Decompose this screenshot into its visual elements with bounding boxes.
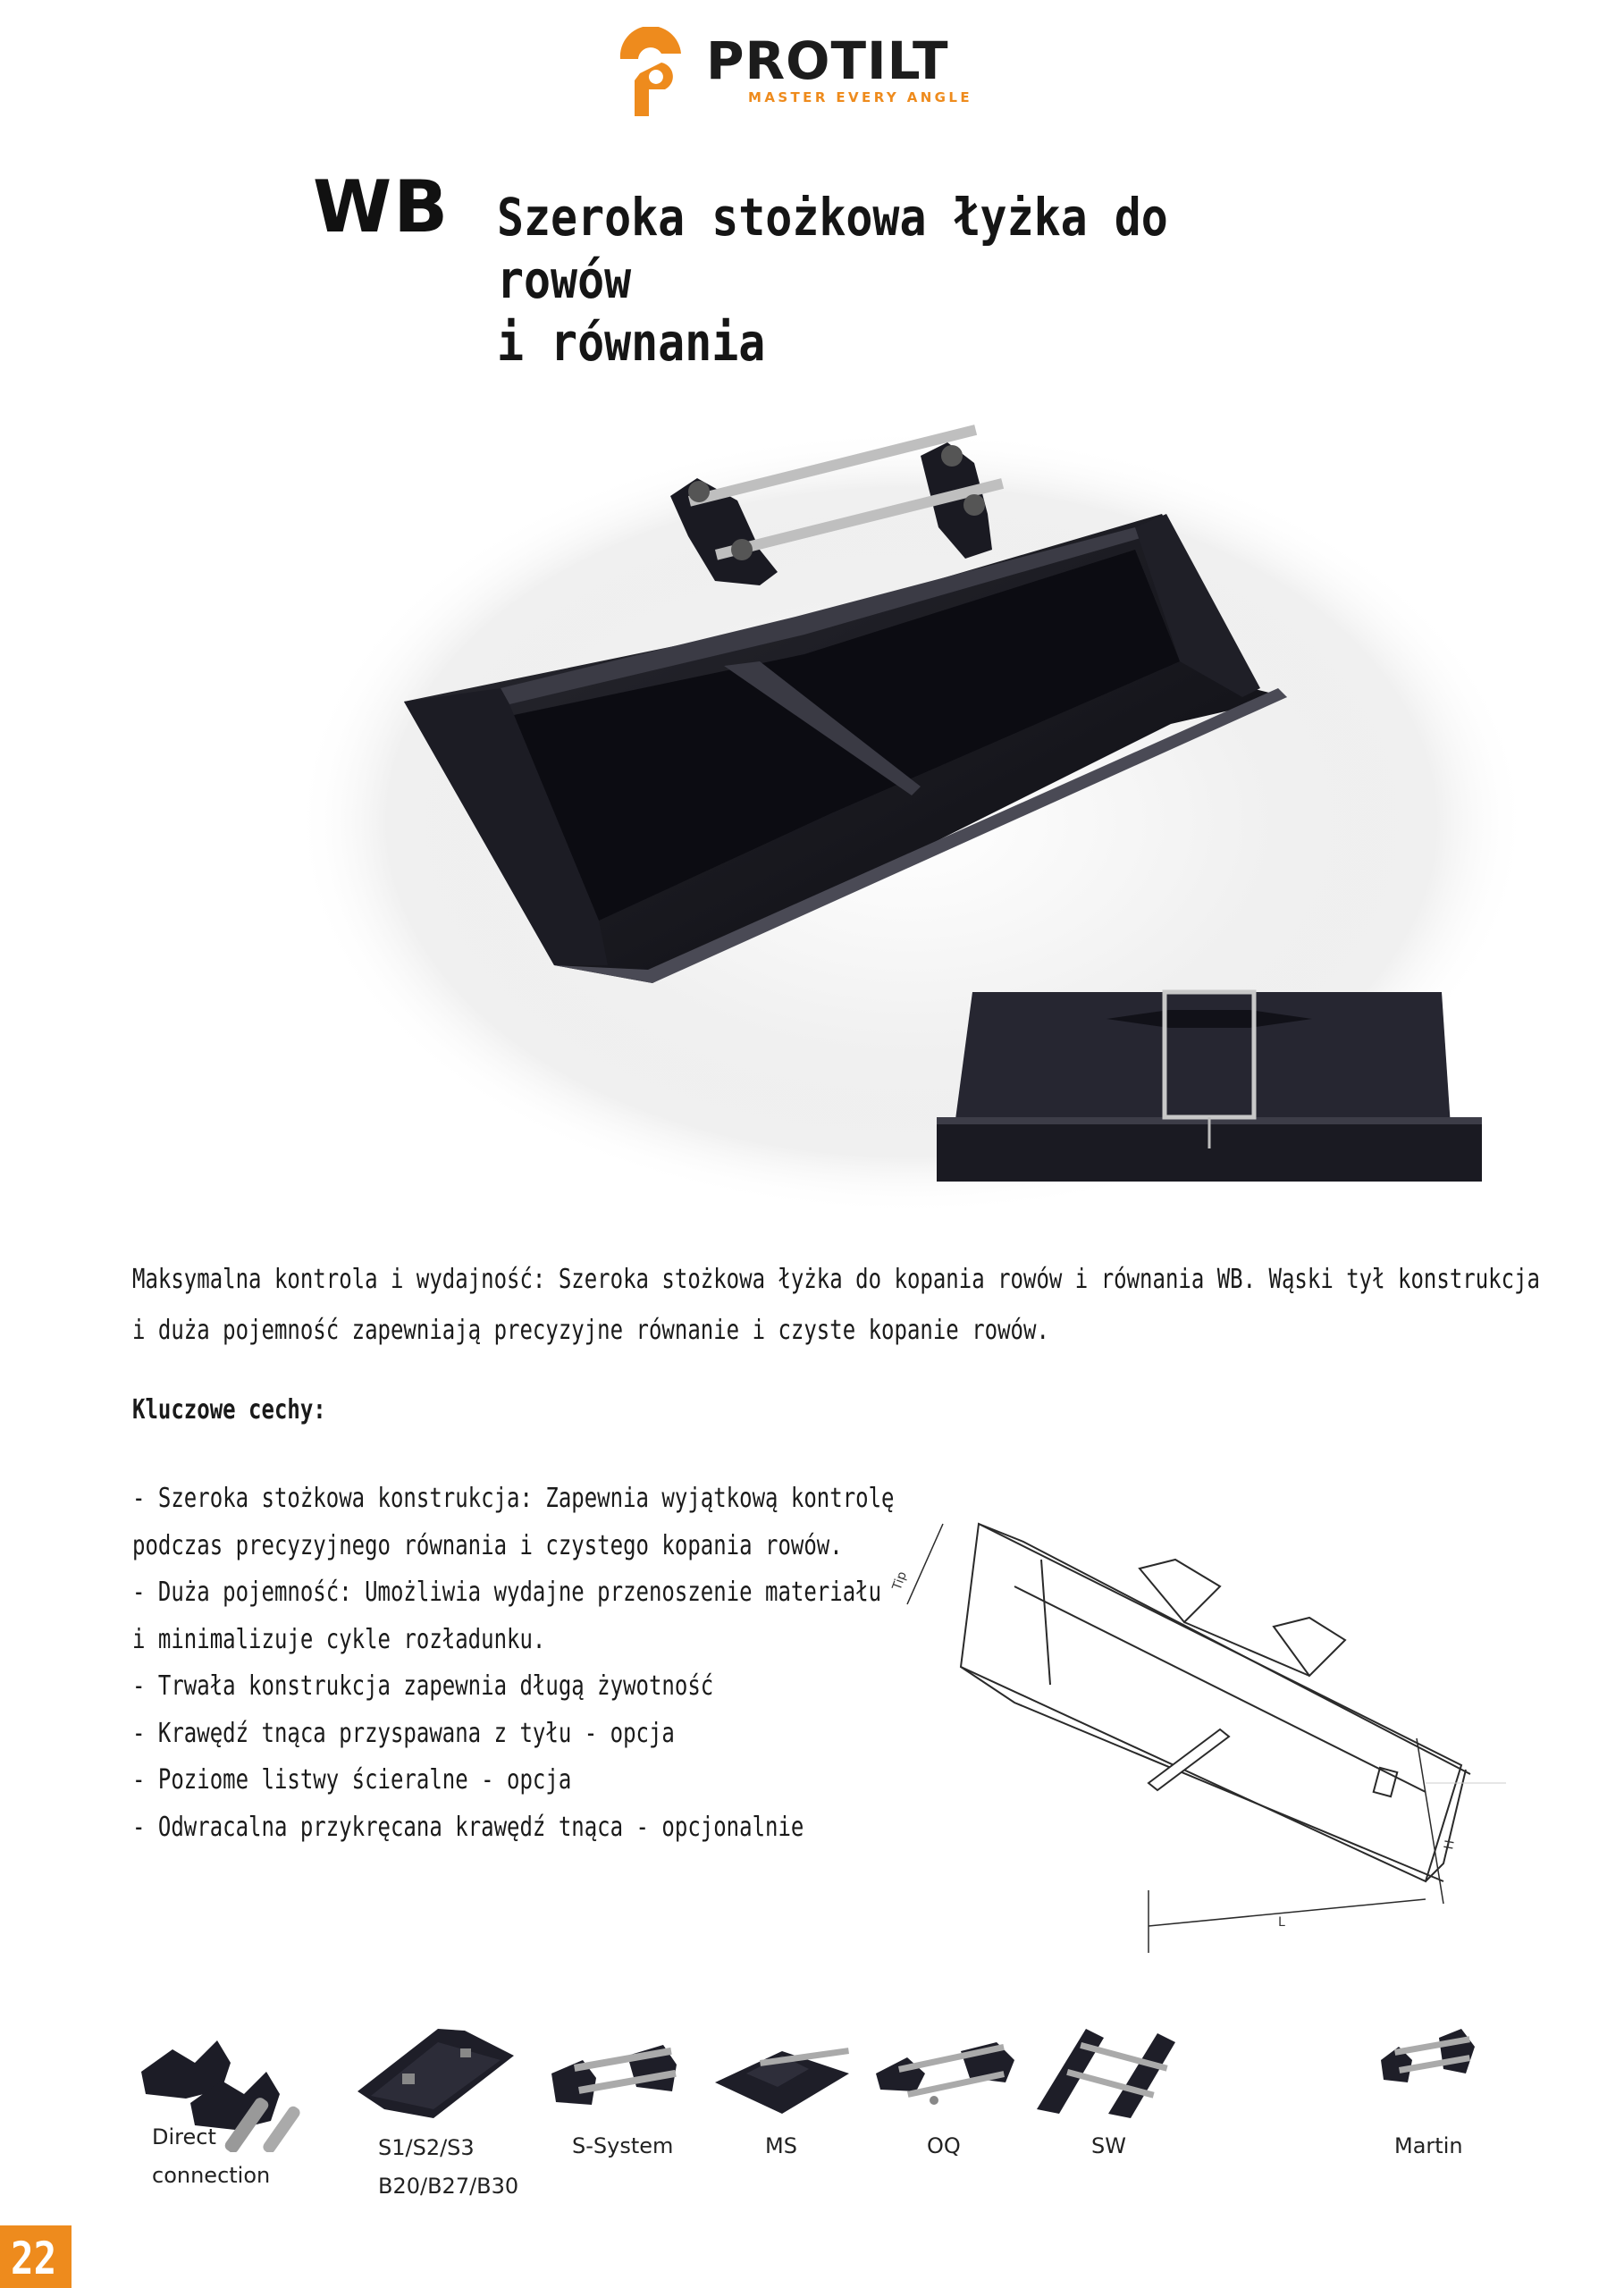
- oq-mount-image: [871, 2038, 1019, 2118]
- ms-mount-image: [711, 2038, 854, 2118]
- mount-label-s1s2s3: S1/S2/S3 B20/B27/B30: [378, 2135, 519, 2199]
- mount-label-sw: SW: [1091, 2133, 1126, 2158]
- features-heading: Kluczowe cechy:: [132, 1394, 326, 1426]
- product-code: WB: [313, 165, 450, 248]
- brand-name: PROTILT: [706, 30, 949, 91]
- schematic-label-tip: Tip: [889, 1569, 910, 1593]
- mount-label-oq: OQ: [927, 2133, 961, 2158]
- feature-line: - Poziome listwy ścieralne - opcja: [132, 1764, 572, 1796]
- mount-label-martin: Martin: [1394, 2133, 1463, 2158]
- feature-line: i minimalizuje cykle rozładunku.: [132, 1623, 546, 1655]
- schematic-label-h: H: [1442, 1838, 1458, 1851]
- brand-logo: [617, 27, 974, 121]
- intro-paragraph: [132, 1254, 1540, 1356]
- mount-label-ms: MS: [765, 2133, 797, 2158]
- brand-tagline: MASTER EVERY ANGLE: [748, 89, 972, 105]
- features-list: [132, 1476, 895, 1851]
- sw-mount-image: [1032, 2024, 1184, 2118]
- s-system-mount-image: [547, 2038, 681, 2123]
- feature-line: - Odwracalna przykręcana krawędź tnąca - opcjonalnie: [132, 1811, 804, 1843]
- schematic-label-l: L: [1278, 1915, 1285, 1930]
- page-title: [497, 186, 1250, 374]
- bucket-top-view-image: [937, 983, 1482, 1182]
- intro-line-2: i duża pojemność zapewniają precyzyjne równanie i czyste kopanie rowów.: [132, 1315, 1049, 1346]
- feature-line: - Szeroka stożkowa konstrukcja: Zapewnia wyjątkową kontrolę: [132, 1483, 895, 1514]
- feature-line: - Trwała konstrukcja zapewnia długą żywotność: [132, 1670, 714, 1702]
- title-line-1: Szeroka stożkowa łyżka do rowów: [497, 187, 1168, 310]
- protilt-logo-icon: [617, 27, 688, 120]
- page-number: 22: [11, 2233, 57, 2284]
- intro-line-1: Maksymalna kontrola i wydajność: Szeroka stożkowa łyżka do kopania rowów i równania WB. Wąski tył konstrukcja: [132, 1264, 1540, 1295]
- page-number-badge: [0, 2225, 72, 2288]
- martin-mount-image: [1376, 2024, 1479, 2091]
- mount-label-s-system: S-System: [572, 2133, 674, 2158]
- feature-line: - Krawędź tnąca przyspawana z tyłu - opcja: [132, 1717, 675, 1749]
- bucket-dimension-drawing: [889, 1506, 1506, 1953]
- mount-label-direct: Direct connection: [152, 2124, 271, 2188]
- s-series-mount-image: [353, 2020, 523, 2123]
- feature-line: - Duża pojemność: Umożliwia wydajne przenoszenie materiału: [132, 1577, 882, 1608]
- title-line-2: i równania: [497, 312, 766, 373]
- feature-line: podczas precyzyjnego równania i czystego kopania rowów.: [132, 1529, 843, 1561]
